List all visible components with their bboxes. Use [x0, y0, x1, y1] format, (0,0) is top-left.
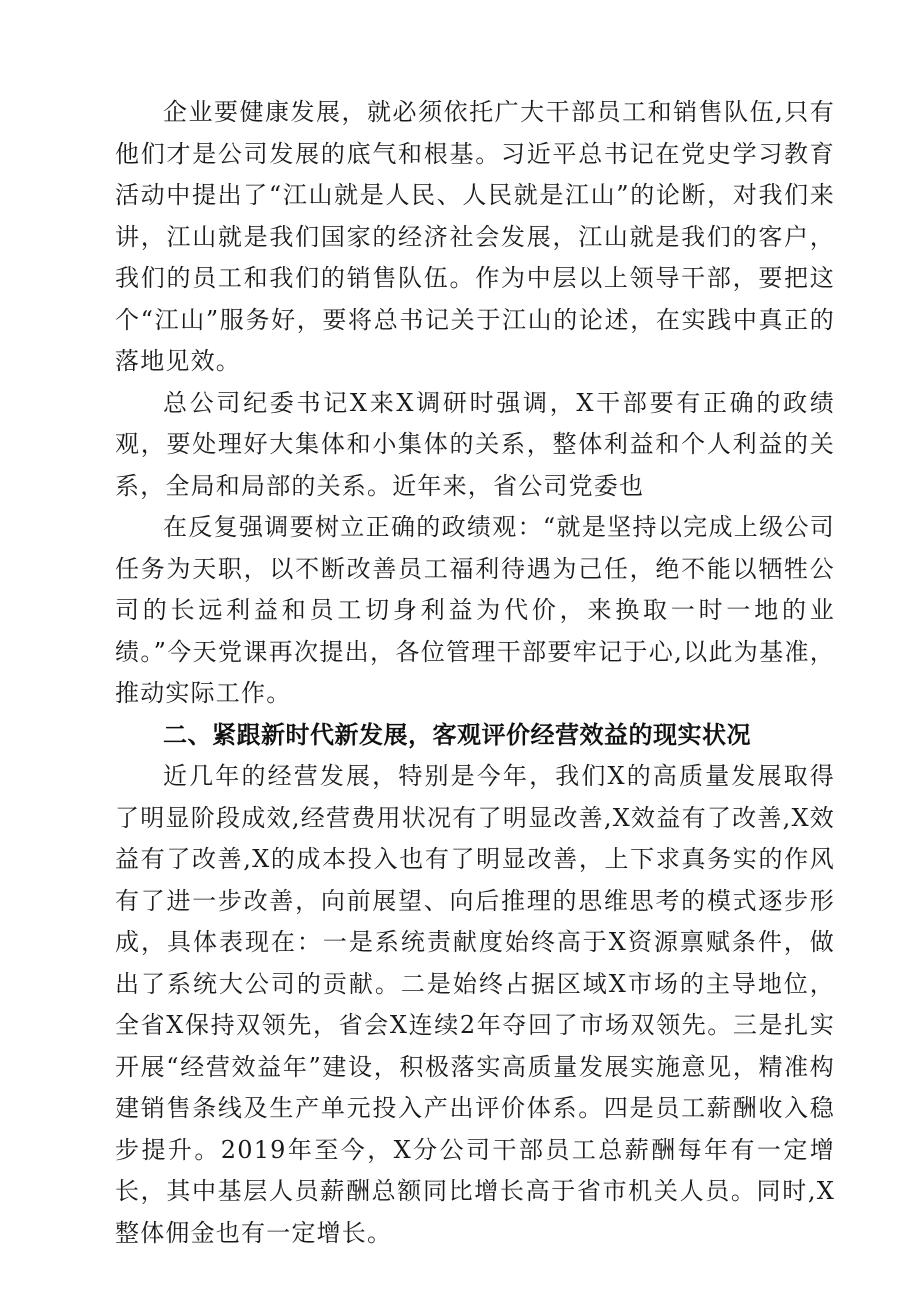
paragraph-discipline-secretary: 总公司纪委书记X来X调研时强调，X干部要有正确的政绩观，要处理好大集体和小集体的关系，整体利益和个人利益的关系，全局和局部的关系。近年来，省公司党委也	[115, 388, 835, 500]
document-body	[115, 92, 835, 1254]
paragraph-jiangshan: 企业要健康发展，就必须依托广大干部员工和销售队伍,只有他们才是公司发展的底气和根基。习近平总书记在党史学习教育活动中提出了“江山就是人民、人民就是江山”的论断，对我们来讲，江山就是我们国家的经济社会发展，江山就是我们的客户，我们的员工和我们的销售队伍。作为中层以上领导干部，要把这个“江山”服务好，要将总书记关于江山的论述，在实践中真正的落地见效。	[115, 98, 835, 375]
section-heading: 二、紧跟新时代新发展，客观评价经营效益的现实状况	[163, 720, 751, 749]
paragraph-performance-view: 在反复强调要树立正确的政绩观：“就是坚持以完成上级公司任务为天职，以不断改善员工福利待遇为己任，绝不能以牺牲公司的长远利益和员工切身利益为代价，来换取一时一地的业绩。”今天党课再次提出，各位管理干部要牢记于心,以此为基准，推动实际工作。	[115, 513, 835, 707]
paragraph-operating-results: 近几年的经营发展，特别是今年，我们X的高质量发展取得了明显阶段成效,经营费用状况有了明显改善,X效益有了改善,X效益有了改善,X的成本投入也有了明显改善，上下求真务实的作风有了进一步改善，向前展望、向后推理的思维思考的模式逐步形成，具体表现在：一是系统责献度始终高于X资源禀赋条件，做出了系统大公司的贡献。二是始终占据区域X市场的主导地位，全省X保持双领先，省会X连续2年夺回了市场双领先。三是扎实开展“经营效益年”建设，积极落实高质量发展实施意见，精准构建销售条线及生产单元投入产出评价体系。四是员工薪酬收入稳步提升。2019年至今，X分公司干部员工总薪酬每年有一定增长，其中基层人员薪酬总额同比增长高于省市机关人员。同时,X整体佣金也有一定增长。	[115, 762, 835, 1247]
